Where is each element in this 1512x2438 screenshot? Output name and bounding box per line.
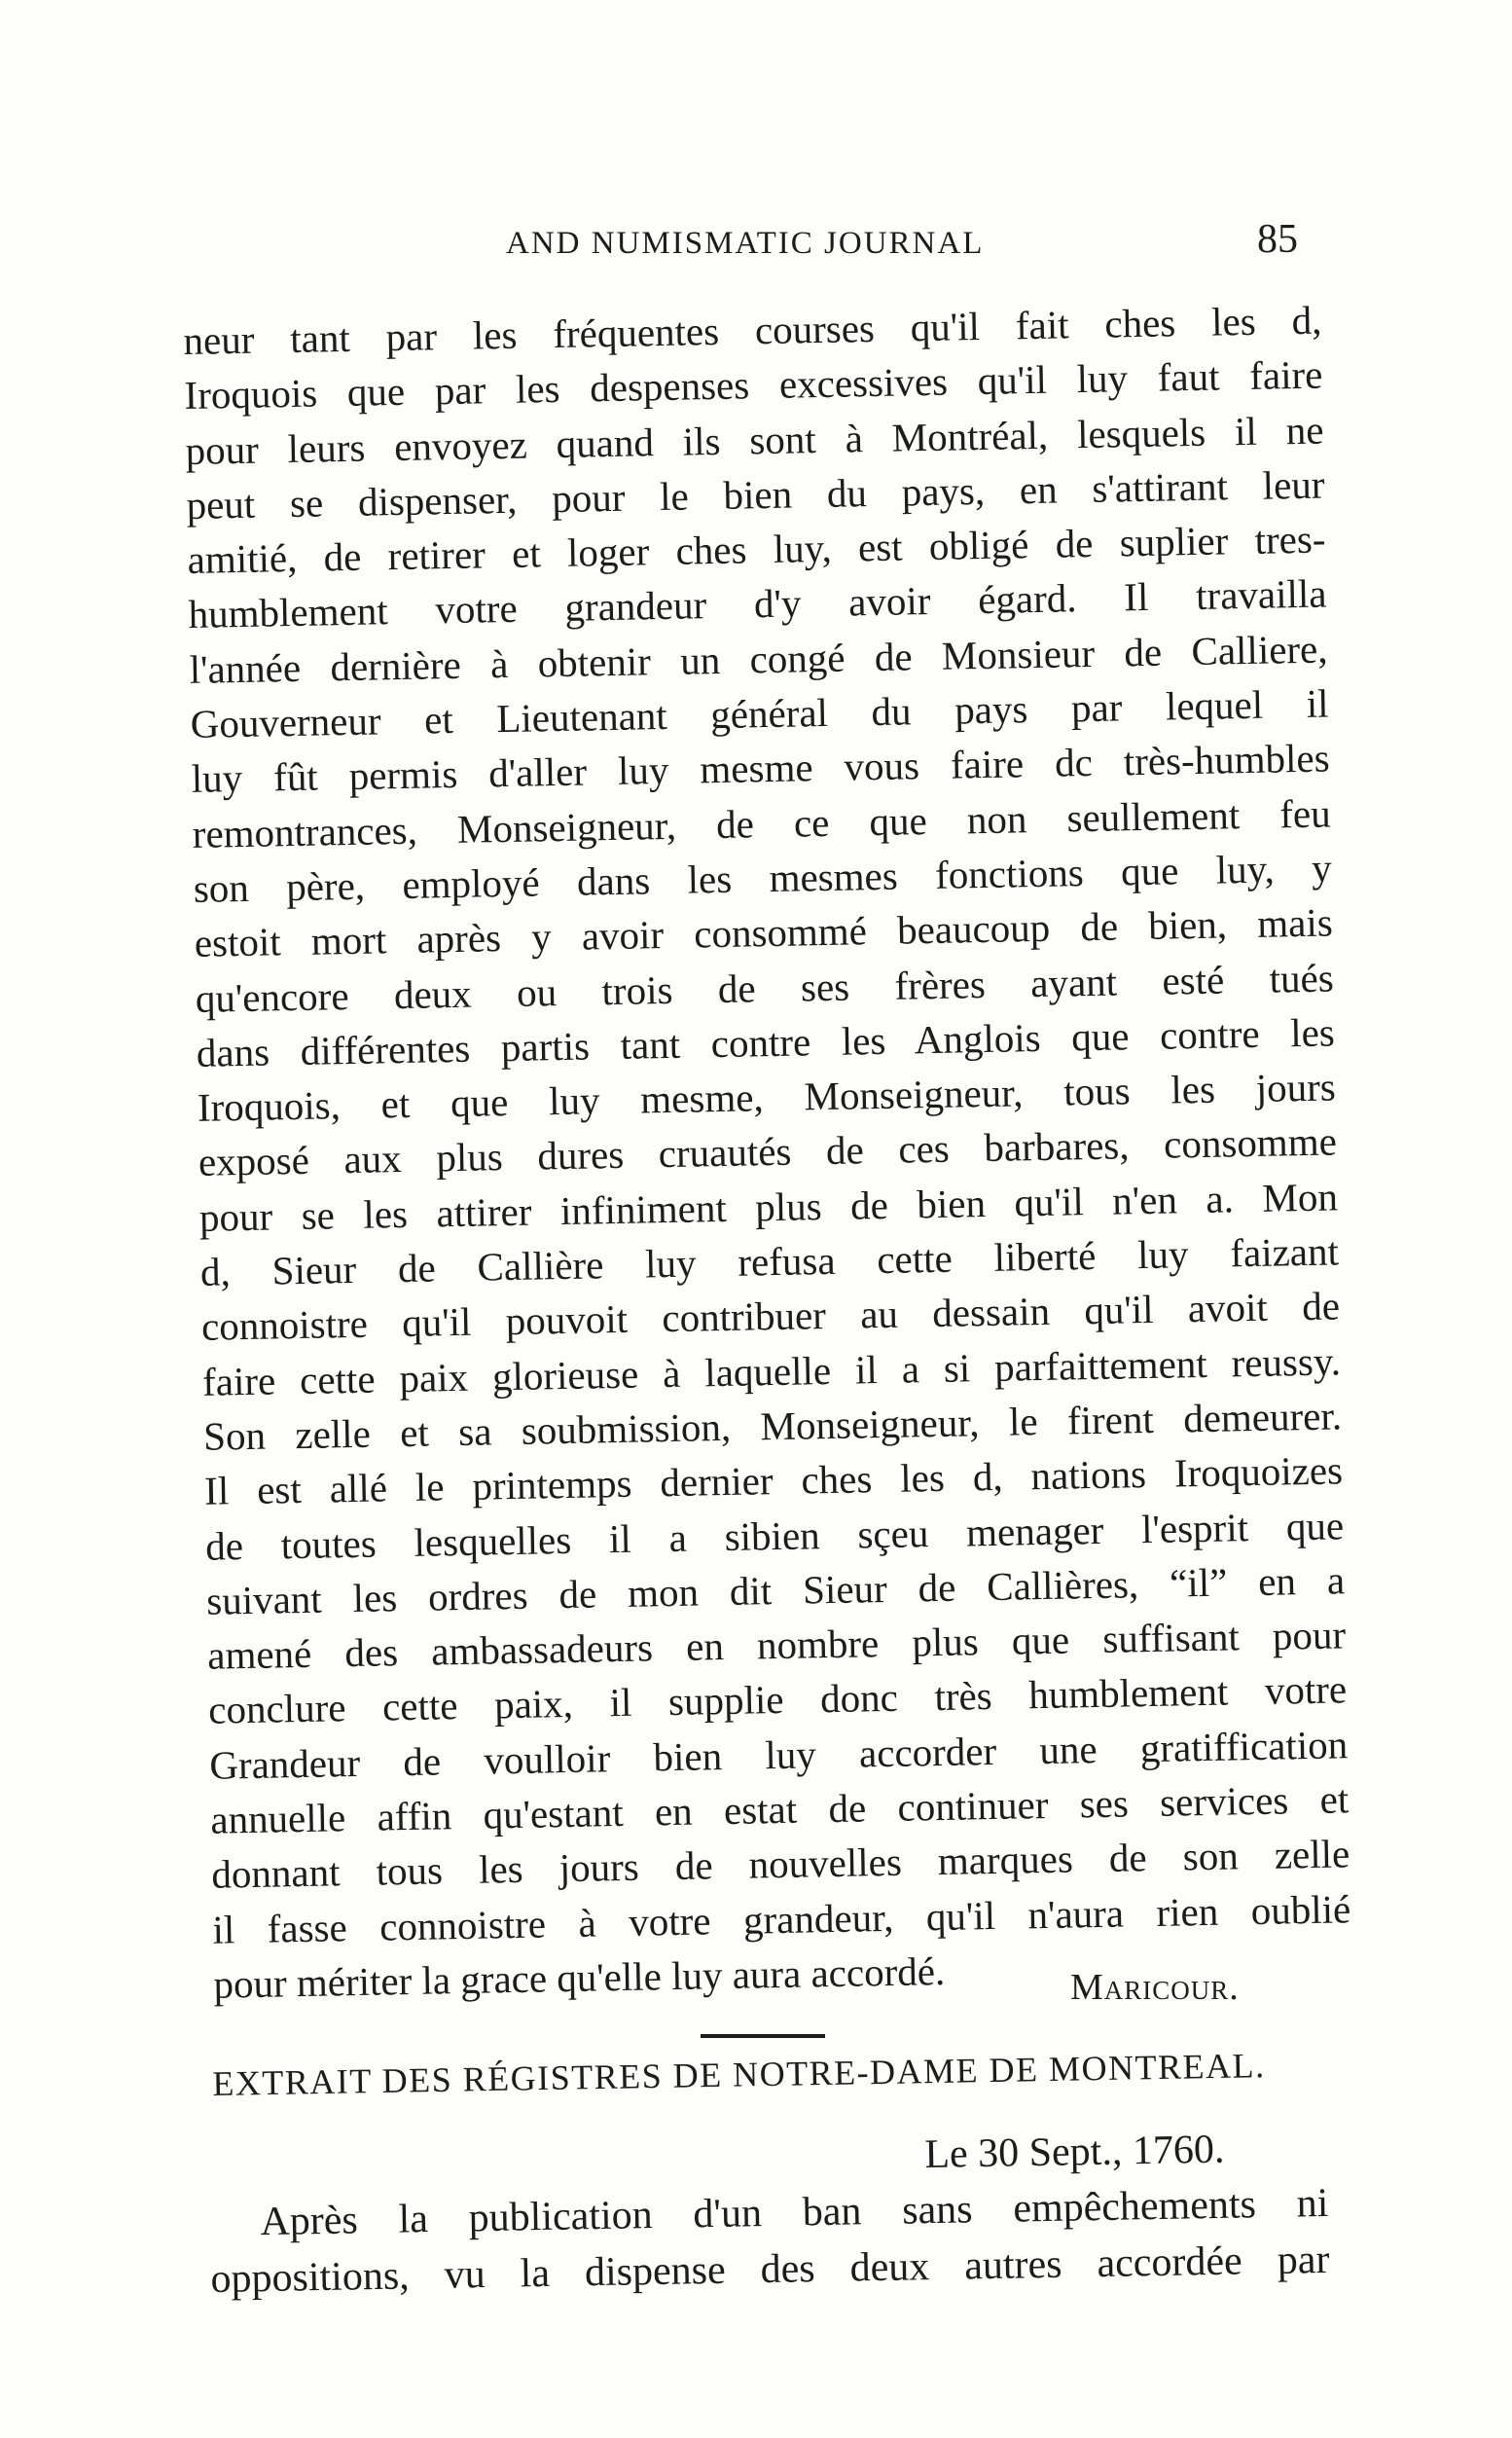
letter-body <box>183 293 1352 2012</box>
text-line: donnant tous les jours de nouvelles marques de son zelle <box>210 1831 1350 1898</box>
text-line: connoistre qu'il pouvoit contribuer au dessain qu'il avoit de <box>200 1283 1341 1350</box>
text-line: Iroquois, et que luy mesme, Monseigneur, tous les jours <box>197 1064 1337 1131</box>
text-line: Gouverneur et Lieutenant général du pays par lequel il <box>190 680 1329 747</box>
text-line: neur tant par les fréquentes courses qu'il fait ches les d, <box>183 297 1322 363</box>
section-divider <box>701 2034 825 2038</box>
text-line: annuelle affin qu'estant en estat de continuer ses services et <box>209 1776 1350 1842</box>
text-line: Grandeur de voulloir bien luy accorder une gratiffication <box>208 1722 1349 1788</box>
text-line: l'année dernière à obtenir un congé de Monsieur de Calliere, <box>189 626 1328 692</box>
text-line: de toutes lesquelles il a sibien sçeu menager l'esprit que <box>204 1502 1345 1569</box>
text-line: humblement votre grandeur d'y avoir égard. Il travailla <box>188 570 1327 637</box>
text-line: d, Sieur de Callière luy refusa cette liberté luy faizant <box>199 1228 1340 1294</box>
text-line: conclure cette paix, il supplie donc très humblement votre <box>207 1666 1348 1733</box>
dateline: Le 30 Sept., 1760. <box>924 2127 1225 2177</box>
page-number: 85 <box>1257 217 1298 262</box>
text-line: amitié, de retirer et loger ches luy, est obligé de suplier tres- <box>187 516 1326 583</box>
text-line: Son zelle et sa soubmission, Monseigneur, le firent demeurer. <box>202 1393 1343 1459</box>
text-line: il fasse connoistre à votre grandeur, qu'il n'aura rien oublié <box>212 1885 1351 1952</box>
text-line: remontrances, Monseigneur, de ce que non seullement feu <box>192 790 1332 856</box>
text-line: exposé aux plus dures cruautés de ces barbares, consomme <box>198 1118 1338 1185</box>
text-line: Après la publication d'un ban sans empêchements ni <box>260 2180 1329 2245</box>
text-line: son père, employé dans les mesmes fonctions que luy, y <box>193 845 1333 911</box>
text-line: pour mériter la grace qu'elle luy aura accordé. <box>213 1947 946 2007</box>
text-line: pour leurs envoyez quand ils sont à Montréal, lesquels il ne <box>185 407 1324 473</box>
text-line: qu'encore deux ou trois de ses frères ayant esté tués <box>195 955 1335 1021</box>
section-heading: EXTRAIT DES RÉGISTRES DE NOTRE-DAME DE MONTREAL. <box>212 2046 1266 2103</box>
text-line: luy fût permis d'aller luy mesme vous faire dc très-humbles <box>191 735 1330 802</box>
text-line: oppositions, vu la dispense des deux autres accordée par <box>210 2237 1330 2302</box>
text-line: suivant les ordres de mon dit Sieur de Callières, “il” en a <box>205 1557 1346 1623</box>
text-line: pour se les attirer infiniment plus de bien qu'il n'en a. Mon <box>198 1174 1339 1240</box>
signature: Maricour. <box>1070 1967 1240 2008</box>
text-line: Iroquois que par les despenses excessives qu'il luy faut faire <box>184 351 1323 418</box>
text-line: Il est allé le printemps dernier ches les d, nations Iroquoizes <box>203 1447 1344 1514</box>
text-line: peut se dispenser, pour le bien du pays, en s'attirant leur <box>186 461 1325 528</box>
extract-body <box>209 2175 1330 2308</box>
running-head: AND NUMISMATIC JOURNAL <box>506 226 985 261</box>
text-line: estoit mort après y avoir consommé beaucoup de bien, mais <box>194 899 1334 966</box>
text-line: amené des ambassadeurs en nombre plus que suffisant pour <box>206 1612 1347 1678</box>
text-line: dans différentes partis tant contre les Anglois que contre les <box>196 1009 1336 1075</box>
text-line: faire cette paix glorieuse à laquelle il a si parfaittement reussy. <box>201 1338 1342 1404</box>
